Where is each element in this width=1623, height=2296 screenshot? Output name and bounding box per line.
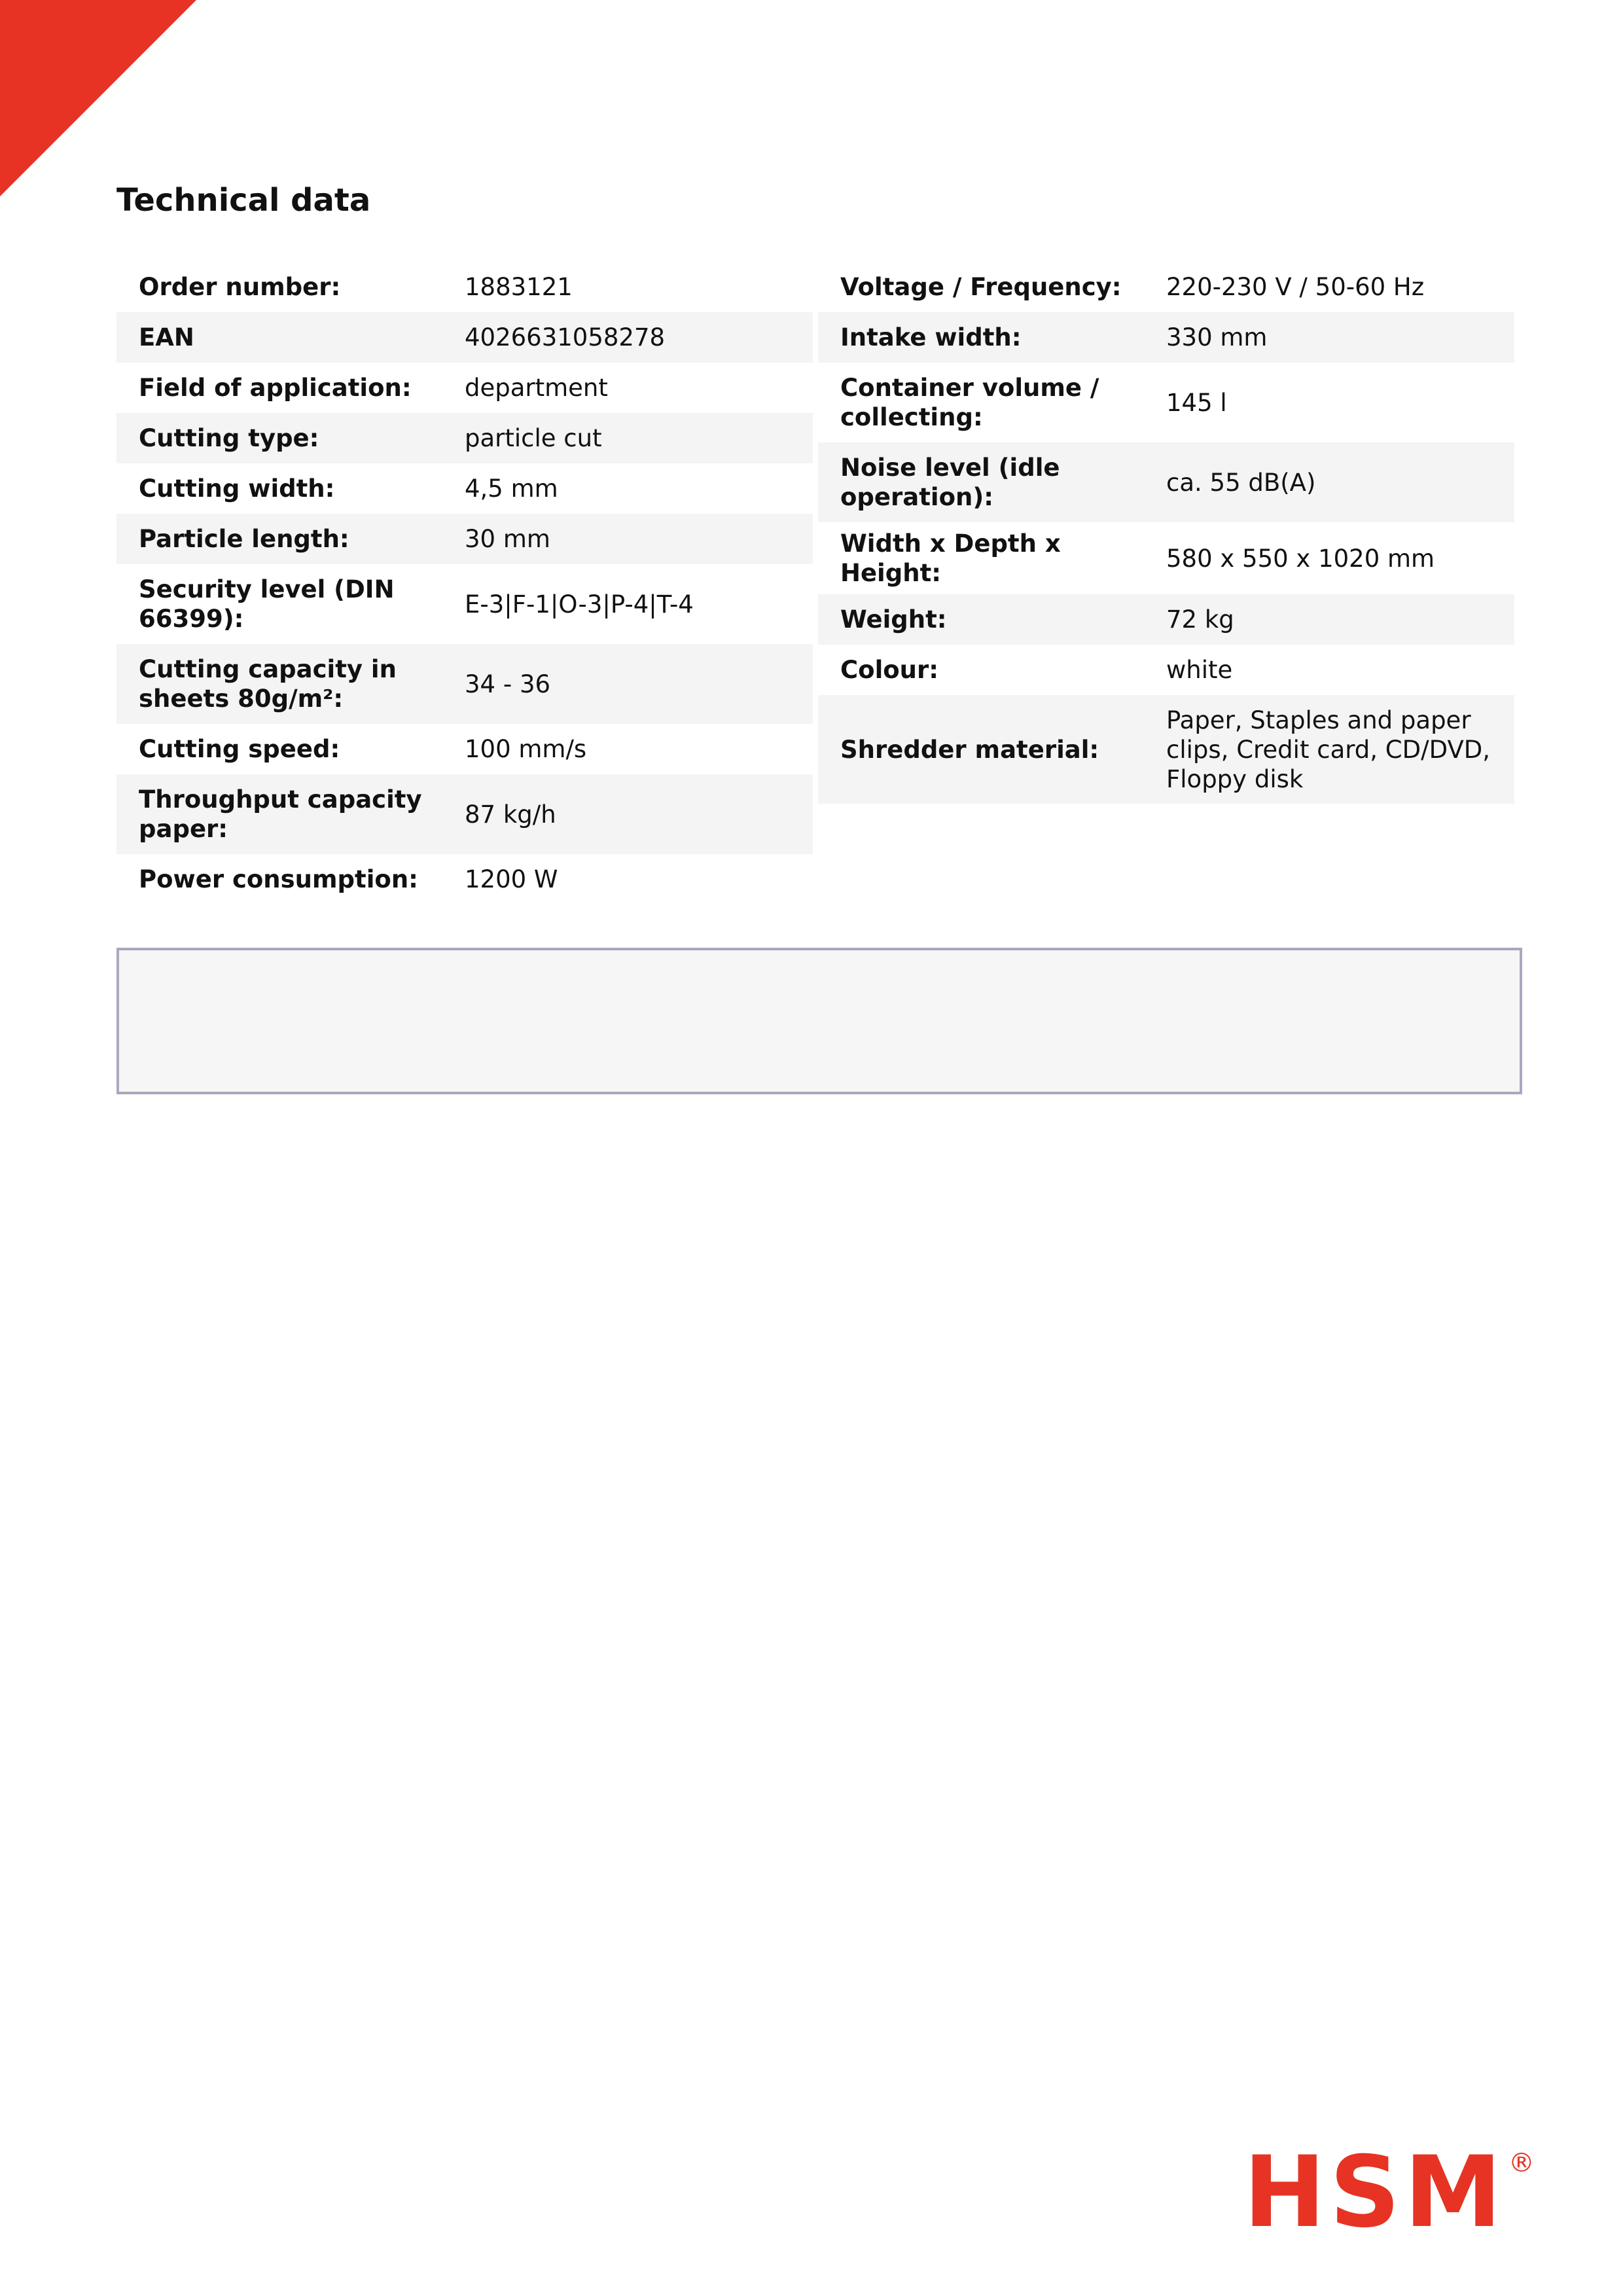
spec-row-order-number — [116, 262, 813, 312]
spec-label: Power consumption: — [139, 865, 418, 893]
spec-row-voltage-frequency — [818, 262, 1514, 312]
spec-row-colour — [818, 645, 1514, 695]
spec-value: Paper, Staples and paper clips, Credit card, CD/DVD, Floppy disk — [1166, 706, 1491, 793]
spec-value: 4,5 mm — [465, 475, 558, 503]
specs-table-left — [116, 262, 813, 905]
spec-label: Voltage / Frequency: — [840, 273, 1122, 301]
spec-label: Intake width: — [840, 323, 1022, 351]
spec-label: EAN — [139, 323, 194, 351]
spec-label: Noise level (idle operation): — [840, 454, 1060, 511]
notes-box — [116, 948, 1522, 1094]
spec-value: white — [1166, 656, 1233, 684]
spec-label: Security level (DIN 66399): — [139, 575, 395, 633]
spec-label: Cutting width: — [139, 475, 335, 503]
spec-row-intake-width — [818, 312, 1514, 363]
spec-row-field-of-application — [116, 363, 813, 413]
spec-row-throughput-capacity — [116, 774, 813, 854]
spec-value: 34 - 36 — [465, 670, 551, 698]
spec-label: Cutting type: — [139, 424, 319, 452]
spec-label: Field of application: — [139, 374, 412, 402]
spec-row-security-level — [116, 564, 813, 644]
spec-value: ca. 55 dB(A) — [1166, 468, 1316, 497]
specs-table-right — [818, 262, 1514, 804]
logo-text: HSM — [1243, 2136, 1506, 2250]
spec-label: Shredder material: — [840, 735, 1099, 764]
page-title: Technical data — [116, 182, 371, 219]
spec-label: Cutting capacity in sheets 80g/m²: — [139, 655, 397, 713]
spec-row-cutting-width — [116, 463, 813, 514]
spec-value: department — [465, 374, 608, 402]
spec-value: 87 kg/h — [465, 800, 556, 829]
spec-row-cutting-speed — [116, 724, 813, 774]
spec-label: Weight: — [840, 605, 947, 634]
spec-label: Container volume / collecting: — [840, 374, 1099, 431]
corner-accent-triangle — [0, 0, 196, 196]
spec-value: 145 l — [1166, 388, 1227, 417]
spec-row-shredder-material — [818, 695, 1514, 804]
spec-value: 1883121 — [465, 273, 573, 301]
spec-label: Width x Depth x Height: — [840, 529, 1061, 587]
spec-row-particle-length — [116, 514, 813, 564]
spec-value: particle cut — [465, 424, 602, 452]
spec-label: Order number: — [139, 273, 341, 301]
spec-label: Cutting speed: — [139, 735, 340, 763]
spec-value: 30 mm — [465, 525, 550, 553]
spec-value: 220-230 V / 50-60 Hz — [1166, 273, 1425, 301]
spec-label: Particle length: — [139, 525, 349, 553]
registered-mark: ® — [1508, 2148, 1535, 2178]
spec-value: 4026631058278 — [465, 323, 666, 351]
spec-value: 330 mm — [1166, 323, 1268, 351]
spec-row-dimensions — [818, 522, 1514, 594]
spec-row-weight — [818, 594, 1514, 645]
spec-row-power-consumption — [116, 854, 813, 905]
hsm-logo — [1243, 2136, 1535, 2250]
spec-value: 580 x 550 x 1020 mm — [1166, 544, 1435, 573]
spec-row-cutting-type — [116, 413, 813, 463]
spec-value: E-3|F-1|O-3|P-4|T-4 — [465, 590, 694, 619]
spec-row-cutting-capacity — [116, 644, 813, 724]
spec-value: 100 mm/s — [465, 735, 587, 763]
spec-row-noise-level — [818, 442, 1514, 522]
spec-label: Colour: — [840, 656, 939, 684]
spec-value: 72 kg — [1166, 605, 1234, 634]
spec-row-ean — [116, 312, 813, 363]
spec-label: Throughput capacity paper: — [139, 785, 422, 843]
spec-row-container-volume — [818, 363, 1514, 442]
spec-value: 1200 W — [465, 865, 558, 893]
